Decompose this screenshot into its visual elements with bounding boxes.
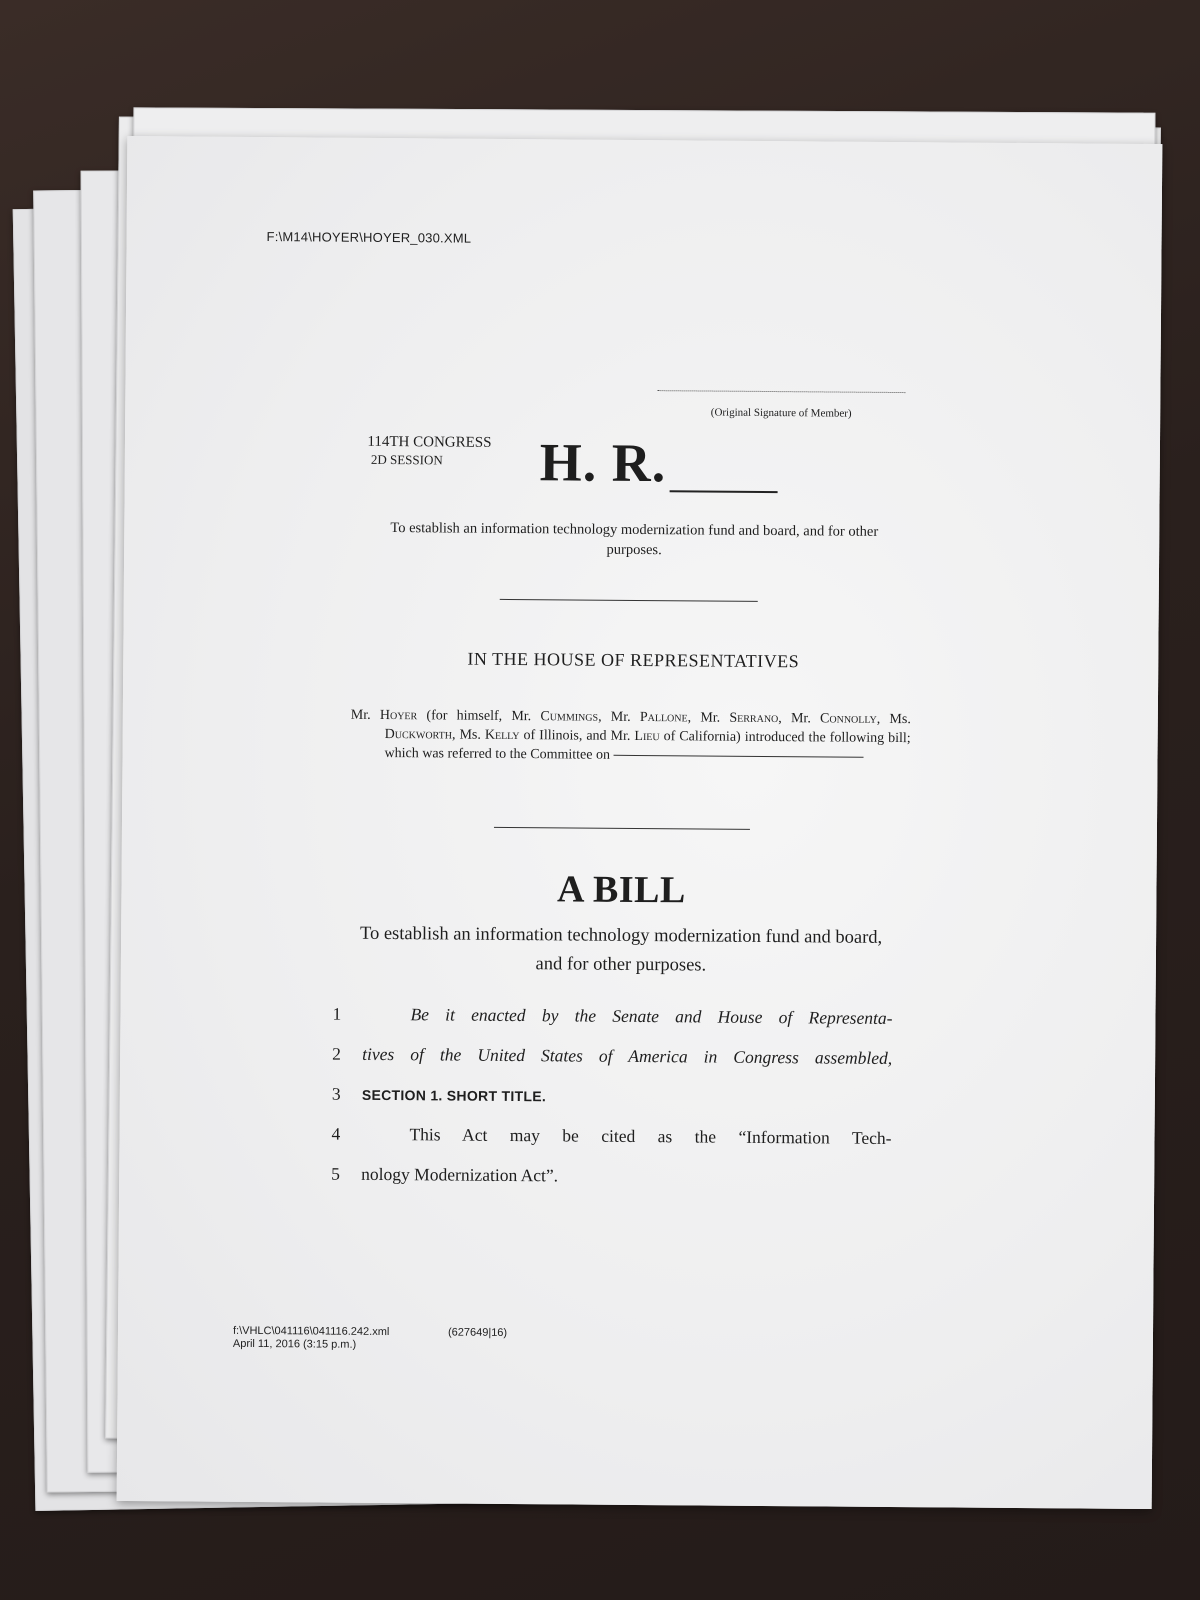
sponsor-text: , Mr.: [778, 711, 811, 727]
congress-number: 114TH CONGRESS: [367, 433, 492, 451]
sponsors-paragraph: [350, 706, 910, 767]
bill-heading: A BILL: [556, 868, 686, 912]
divider: [500, 599, 758, 602]
line-number: 1: [332, 1003, 342, 1024]
bill-page: [117, 136, 1163, 1509]
chamber-heading: IN THE HOUSE OF REPRESENTATIVES: [467, 648, 800, 672]
line-text: nology Modernization Act”.: [361, 1163, 559, 1186]
sponsor-name: Serrano: [729, 710, 779, 727]
sponsor-name: Lieu: [634, 728, 660, 745]
footer-path: [233, 1325, 390, 1352]
sponsor-text: (for himself, Mr.: [426, 708, 532, 725]
bill-line: [332, 1044, 892, 1082]
bill-number-blank: [670, 490, 778, 493]
sponsor-text: , Mr.: [598, 709, 631, 725]
footer-id: (627649|16): [447, 1326, 508, 1339]
line-number: 2: [332, 1043, 342, 1064]
bill-line: [331, 1164, 891, 1202]
congress-session: 2D SESSION: [370, 451, 443, 468]
line-text: tives of the United States of America in Congress assembled,: [362, 1043, 893, 1068]
sponsor-name: Connolly: [820, 711, 877, 727]
purpose-short: To establish an information technology modernization fund and board, and for other purposes.: [390, 520, 879, 559]
footer-date: April 11, 2016 (3:15 p.m.): [232, 1337, 357, 1351]
section-heading: SECTION 1. SHORT TITLE.: [361, 1086, 547, 1105]
bill-line: [332, 1084, 892, 1122]
sponsor-name: Pallone: [639, 709, 688, 726]
purpose-main: To establish an information technology modernization fund and board, and for other purposes.: [359, 923, 883, 976]
line-number: 5: [331, 1163, 341, 1184]
signature-line: [657, 390, 905, 393]
sponsor-text: , Ms.: [876, 711, 911, 728]
divider: [494, 827, 750, 830]
sponsor-text: of Illinois, and Mr.: [523, 728, 631, 744]
committee-blank: [614, 755, 864, 758]
line-text: Be it enacted by the Senate and House of Representa-: [410, 1004, 893, 1028]
file-path: F:\M14\HOYER\HOYER_030.XML: [266, 229, 472, 246]
footer-file: f:\VHLC\041116\041116.242.xml: [232, 1324, 390, 1339]
sponsor-text: , Mr.: [687, 710, 721, 726]
sponsor-name: Duckworth: [384, 726, 453, 743]
sponsor-text: Mr.: [350, 707, 371, 723]
line-text: This Act may be cited as the “Information Tech-: [409, 1124, 892, 1148]
sponsor-text: of California) introduced the following bill; which was referred to the Committee on: [384, 729, 911, 763]
sponsor-name: Cummings: [540, 709, 599, 725]
line-number: 3: [331, 1083, 341, 1104]
sponsor-name: Hoyer: [379, 707, 418, 724]
bill-line: [332, 1004, 892, 1042]
bill-line: [331, 1124, 891, 1162]
sponsor-name: Kelly: [484, 727, 520, 744]
signature-label: (Original Signature of Member): [710, 406, 852, 420]
sponsor-text: , Ms.: [451, 727, 481, 743]
bill-number: H. R.: [539, 432, 667, 494]
line-number: 4: [331, 1123, 341, 1144]
